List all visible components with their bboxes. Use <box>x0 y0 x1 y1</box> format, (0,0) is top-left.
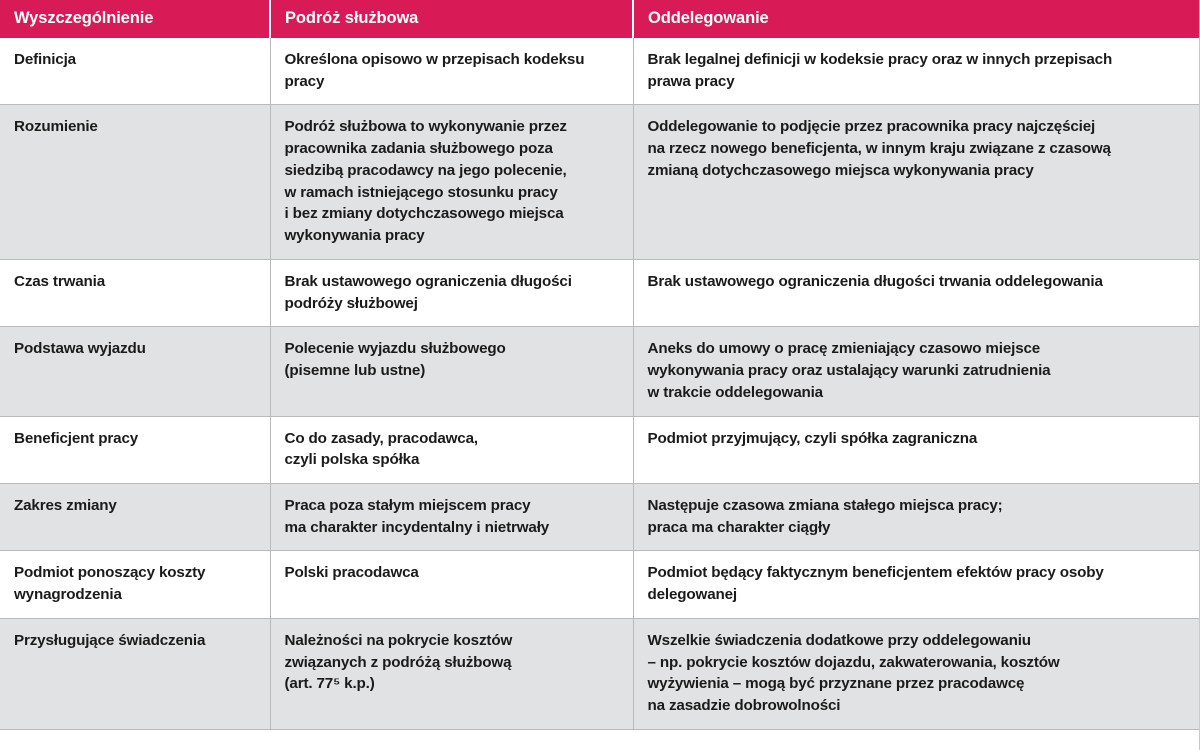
cell-line: podróży służbowej <box>284 294 418 312</box>
cell-line: prawa pracy <box>647 72 735 90</box>
table-body <box>0 38 1200 729</box>
cell-line: Podróż służbowa to wykonywanie przez <box>284 118 567 136</box>
table-row <box>0 416 1200 483</box>
cell-podroz-sluzbowa <box>270 38 633 105</box>
cell-podroz-sluzbowa <box>270 105 633 259</box>
cell-line: w ramach istniejącego stosunku pracy <box>284 183 558 201</box>
cell-line: ma charakter incydentalny i nietrwały <box>284 518 550 536</box>
cell-line: Polski pracodawca <box>284 564 419 582</box>
table-row <box>0 327 1200 416</box>
cell-line: (art. 77⁵ k.p.) <box>284 675 375 693</box>
cell-line: siedzibą pracodawcy na jego polecenie, <box>284 161 567 179</box>
row-label-cell: Czas trwania <box>0 259 270 326</box>
row-label-cell: Beneficjent pracy <box>0 416 270 483</box>
row-label-cell: Podstawa wyjazdu <box>0 327 270 416</box>
row-label-cell: Zakres zmiany <box>0 484 270 551</box>
cell-line: Podmiot przyjmujący, czyli spółka zagraniczna <box>647 429 978 447</box>
cell-line: Określona opisowo w przepisach kodeksu <box>284 51 585 68</box>
cell-line: i bez zmiany dotychczasowego miejsca <box>284 205 564 223</box>
cell-oddelegowanie <box>633 327 1200 416</box>
table-row <box>0 618 1200 729</box>
cell-line: Należności na pokrycie kosztów <box>284 631 513 649</box>
cell-line: praca ma charakter ciągły <box>647 518 831 536</box>
header-row <box>0 0 1200 38</box>
cell-line: pracownika zadania służbowego poza <box>284 140 553 158</box>
cell-oddelegowanie <box>633 105 1200 259</box>
cell-oddelegowanie <box>633 551 1200 618</box>
cell-line: Co do zasady, pracodawca, <box>284 429 478 447</box>
cell-oddelegowanie <box>633 259 1200 326</box>
table-row <box>0 259 1200 326</box>
cell-line: czyli polska spółka <box>284 451 420 469</box>
cell-podroz-sluzbowa <box>270 259 633 326</box>
table-row <box>0 105 1200 259</box>
cell-line: Następuje czasowa zmiana stałego miejsca pracy; <box>647 497 1003 515</box>
cell-line: Brak ustawowego ograniczenia długości trwania oddelegowania <box>647 272 1103 290</box>
cell-line: Wszelkie świadczenia dodatkowe przy oddelegowaniu <box>647 631 1031 649</box>
cell-oddelegowanie <box>633 618 1200 729</box>
cell-line: – np. pokrycie kosztów dojazdu, zakwaterowania, kosztów <box>647 653 1060 671</box>
cell-line: wykonywania pracy <box>284 227 425 245</box>
cell-line: Brak legalnej definicji w kodeksie pracy oraz w innych przepisach <box>647 51 1113 68</box>
column-header-oddelegowanie: Oddelegowanie <box>633 0 1200 38</box>
cell-line: wyżywienia – mogą być przyznane przez pracodawcę <box>647 675 1025 693</box>
cell-podroz-sluzbowa <box>270 551 633 618</box>
cell-podroz-sluzbowa <box>270 618 633 729</box>
cell-podroz-sluzbowa <box>270 327 633 416</box>
cell-line: Brak ustawowego ograniczenia długości <box>284 272 572 290</box>
cell-oddelegowanie <box>633 38 1200 105</box>
cell-podroz-sluzbowa <box>270 484 633 551</box>
row-label-cell: Podmiot ponoszący koszty wynagrodzenia <box>0 551 270 618</box>
table-row <box>0 484 1200 551</box>
cell-line: wykonywania pracy oraz ustalający warunki zatrudnienia <box>647 362 1051 380</box>
row-label-cell: Rozumienie <box>0 105 270 259</box>
cell-oddelegowanie <box>633 416 1200 483</box>
table-row <box>0 38 1200 105</box>
cell-oddelegowanie <box>633 484 1200 551</box>
cell-line: zmianą dotychczasowego miejsca wykonywania pracy <box>647 161 1034 179</box>
row-label-cell: Przysługujące świadczenia <box>0 618 270 729</box>
table-header <box>0 0 1200 38</box>
cell-line: Polecenie wyjazdu służbowego <box>284 340 506 358</box>
cell-line: pracy <box>284 72 325 90</box>
cell-line: (pisemne lub ustne) <box>284 362 426 380</box>
cell-line: na zasadzie dobrowolności <box>647 697 841 715</box>
cell-line: delegowanej <box>647 586 737 604</box>
column-header-wyszczegolnienie: Wyszczególnienie <box>0 0 270 38</box>
cell-line: Oddelegowanie to podjęcie przez pracownika pracy najczęściej <box>647 118 1096 136</box>
row-label-cell: Definicja <box>0 38 270 105</box>
cell-podroz-sluzbowa <box>270 416 633 483</box>
column-header-podroz-sluzbowa: Podróż służbowa <box>270 0 633 38</box>
cell-line: Aneks do umowy o pracę zmieniający czasowo miejsce <box>647 340 1041 358</box>
cell-line: na rzecz nowego beneficjenta, w innym kraju związane z czasową <box>647 140 1111 158</box>
cell-line: związanych z podróżą służbową <box>284 653 512 671</box>
cell-line: w trakcie oddelegowania <box>647 383 823 401</box>
cell-line: Podmiot będący faktycznym beneficjentem efektów pracy osoby <box>647 564 1104 582</box>
cell-line: Praca poza stałym miejscem pracy <box>284 497 531 515</box>
table-row <box>0 551 1200 618</box>
